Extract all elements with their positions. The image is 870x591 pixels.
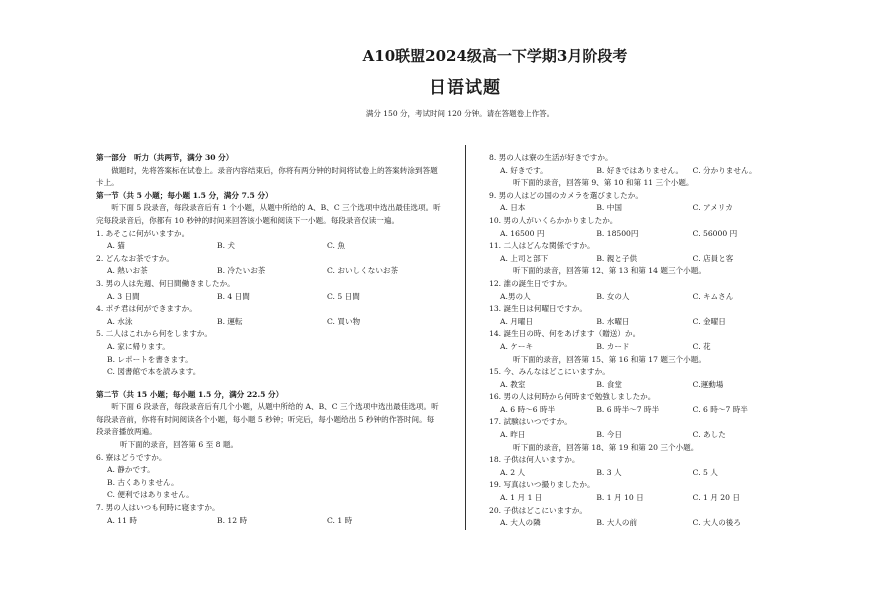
option-c: C. 6 時～7 時半	[692, 404, 748, 414]
option-a: A. 16500 円	[500, 228, 545, 238]
option-c: C. 買い物	[327, 316, 361, 326]
question-11	[489, 240, 789, 265]
question-text: 4. ポチ君は何ができますか。	[96, 304, 197, 314]
option-c: C. 図書館で本を読みます。	[107, 367, 201, 377]
option-a: A. 好きです。	[500, 165, 548, 175]
option-a: A. 昨日	[500, 430, 526, 440]
question-2	[96, 253, 441, 278]
option-b: B. 12 時	[217, 515, 248, 525]
option-b: B. 水曜日	[596, 316, 630, 326]
option-c: C. 1 月 20 日	[692, 493, 740, 503]
question-text: 6. 寮はどうですか。	[96, 452, 167, 462]
option-c: C. 金曜日	[692, 316, 726, 326]
option-a: A. 1 月 1 日	[500, 493, 543, 503]
exam-title: A10联盟2024级高一下学期3月阶段考	[362, 47, 628, 65]
listen-instruction: 听下面的录音，回答第 12、第 13 和第 14 题三个小题。	[513, 266, 706, 276]
listen-instruction: 听下面的录音，回答第 18、第 19 和第 20 三个小题。	[513, 442, 699, 452]
section2-heading: 第二节（共 15 小题；每小题 1.5 分，满分 22.5 分）	[96, 389, 284, 399]
option-a: A. 日本	[500, 203, 526, 213]
option-c: C. 5 人	[692, 467, 718, 477]
question-12	[489, 278, 789, 303]
option-b: B. 食堂	[596, 379, 622, 389]
option-b: B. 4 日間	[217, 291, 250, 301]
exam-note: 满分 150 分，考试时间 120 分钟。请在答题卷上作答。	[365, 109, 555, 118]
listen-instruction: 听下面的录音，回答第 15、第 16 和第 17 题三个小题。	[513, 354, 706, 364]
option-b: B. 中国	[596, 203, 622, 213]
column-divider	[465, 145, 466, 530]
part1-intro: 做题时，先将答案标在试卷上。录音内容结束后，你将有两分钟的时间将试卷上的答案转涂到答题卡上。	[96, 165, 438, 188]
question-6	[96, 452, 441, 502]
question-3	[96, 278, 441, 303]
section2-instructions: 听下面 6 段录音，每段录音后有几个小题，从题中所给的 A、B、C 三个选项中选出最佳选项。听每段录音前，你将有时间阅读各个小题，每小题 5 秒钟；听完后，每小题给出 5 秒钟的作答时间。每段录音播放两遍。	[96, 402, 439, 437]
option-c: C. あした	[692, 430, 726, 440]
option-a: A. 静かです。	[107, 465, 155, 475]
question-text: 12. 誰の誕生日ですか。	[489, 278, 572, 288]
option-a: A. ケーキ	[500, 341, 534, 351]
option-c: C. アメリカ	[692, 203, 733, 213]
option-c: C. 大人の後ろ	[692, 518, 741, 528]
question-14	[489, 328, 789, 353]
question-4	[96, 303, 441, 328]
option-b: B. 冷たいお茶	[217, 266, 266, 276]
question-8	[489, 152, 789, 177]
option-b: B. 古くありません。	[107, 477, 179, 487]
option-c: C. 分かりません。	[692, 165, 757, 175]
question-text: 9. 男の人はどの国のカメラを選びましたか。	[489, 190, 643, 200]
option-b: B. 大人の前	[596, 518, 638, 528]
question-text: 19. 写真はいつ撮りましたか。	[489, 480, 595, 490]
option-c: C. おいしくないお茶	[327, 266, 399, 276]
question-text: 11. 二人はどんな関係ですか。	[489, 241, 595, 251]
option-a: A. 3 日間	[107, 291, 140, 301]
question-text: 8. 男の人は寮の生活が好きですか。	[489, 153, 613, 162]
question-text: 18. 子供は何人いますか。	[489, 455, 580, 465]
question-text: 7. 男の人はいつも何時に寝ますか。	[96, 503, 220, 513]
option-b: B. 今日	[596, 430, 622, 440]
listen-instruction: 听下面的录音，回答第 6 至 8 题。	[120, 440, 239, 450]
question-16	[489, 391, 789, 416]
listen-instruction: 听下面的录音，回答第 9、第 10 和第 11 三个小题。	[513, 178, 694, 188]
left-column	[96, 152, 441, 527]
option-a: A. 水泳	[107, 316, 133, 326]
subject-title: 日语试题	[429, 78, 501, 98]
part1-heading: 第一部分 听力（共两节，满分 30 分）	[96, 153, 234, 162]
option-b: B. 運転	[217, 316, 243, 326]
option-a: A. 熱いお茶	[107, 266, 148, 276]
option-a: A. 家に帰ります。	[107, 341, 170, 351]
section1-heading: 第一节（共 5 小题；每小题 1.5 分，满分 7.5 分）	[96, 190, 273, 200]
option-c: C. 店員と客	[692, 253, 734, 263]
question-text: 3. 男の人は先週、何日間働きましたか。	[96, 278, 235, 288]
option-b: B. カード	[596, 341, 630, 351]
option-b: B. 6 時半～7 時半	[596, 404, 660, 414]
option-b: B. 犬	[217, 241, 236, 251]
question-text: 15. 今、みんなはどこにいますか。	[489, 367, 610, 377]
option-c: C. 花	[692, 341, 711, 351]
option-c: C. 1 時	[327, 515, 353, 525]
question-13	[489, 303, 789, 328]
option-a: A. 上司と部下	[500, 253, 549, 263]
question-text: 13. 誕生日は何曜日ですか。	[489, 304, 588, 314]
option-b: B. レポートを書きます。	[107, 354, 193, 364]
question-text: 1. あそこに何がいますか。	[96, 228, 190, 238]
question-19	[489, 479, 789, 504]
option-a: A. 6 時～6 時半	[500, 404, 556, 414]
question-text: 5. 二人はこれから何をしますか。	[96, 329, 212, 339]
option-c: C. 魚	[327, 241, 345, 251]
option-b: B. 1 月 10 日	[596, 493, 644, 503]
option-c: C. 5 日間	[327, 291, 360, 301]
option-b: B. 女の人	[596, 291, 630, 301]
option-a: A. 2 人	[500, 467, 526, 477]
option-a: A. 猫	[107, 241, 125, 251]
question-10	[489, 215, 789, 240]
option-a: A. 月曜日	[500, 316, 534, 326]
question-text: 16. 男の人は何時から何時まで勉強しましたか。	[489, 392, 656, 402]
question-17	[489, 416, 789, 441]
option-b: B. 親と子供	[596, 253, 638, 263]
option-c: C. 便利ではありません。	[107, 490, 194, 500]
option-a: A. 教室	[500, 379, 526, 389]
question-7	[96, 502, 441, 527]
right-column	[489, 152, 789, 530]
question-text: 20. 子供はどこにいますか。	[489, 505, 588, 515]
option-b: B. 好きではありません。	[596, 165, 684, 175]
question-5	[96, 328, 441, 378]
option-c: C. キムさん	[692, 291, 734, 301]
question-20	[489, 505, 789, 530]
question-1	[96, 228, 441, 253]
option-a: A. 大人の隣	[500, 518, 541, 528]
option-b: B. 3 人	[596, 467, 622, 477]
question-text: 17. 試験はいつですか。	[489, 417, 572, 427]
section1-instructions: 听下面 5 段录音，每段录音后有 1 个小题，从题中所给的 A、B、C 三个选项中选出最佳选项。听完每段录音后，你都有 10 秒钟的时间来回答该小题和阅读下一小题。每段录音仅读一遍。	[96, 203, 441, 225]
option-a: A. 11 時	[107, 515, 137, 525]
question-text: 14. 誕生日の時、何をあげます（贈送）か。	[489, 329, 641, 339]
option-a: A.男の人	[500, 291, 531, 301]
question-15	[489, 366, 789, 391]
question-text: 10. 男の人がいくらかかりましたか。	[489, 215, 618, 225]
option-c: C. 56000 円	[692, 228, 738, 238]
question-9	[489, 190, 789, 215]
option-b: B. 18500円	[596, 228, 639, 238]
question-text: 2. どんなお茶ですか。	[96, 253, 175, 263]
option-c: C.運動場	[692, 379, 724, 389]
question-18	[489, 454, 789, 479]
